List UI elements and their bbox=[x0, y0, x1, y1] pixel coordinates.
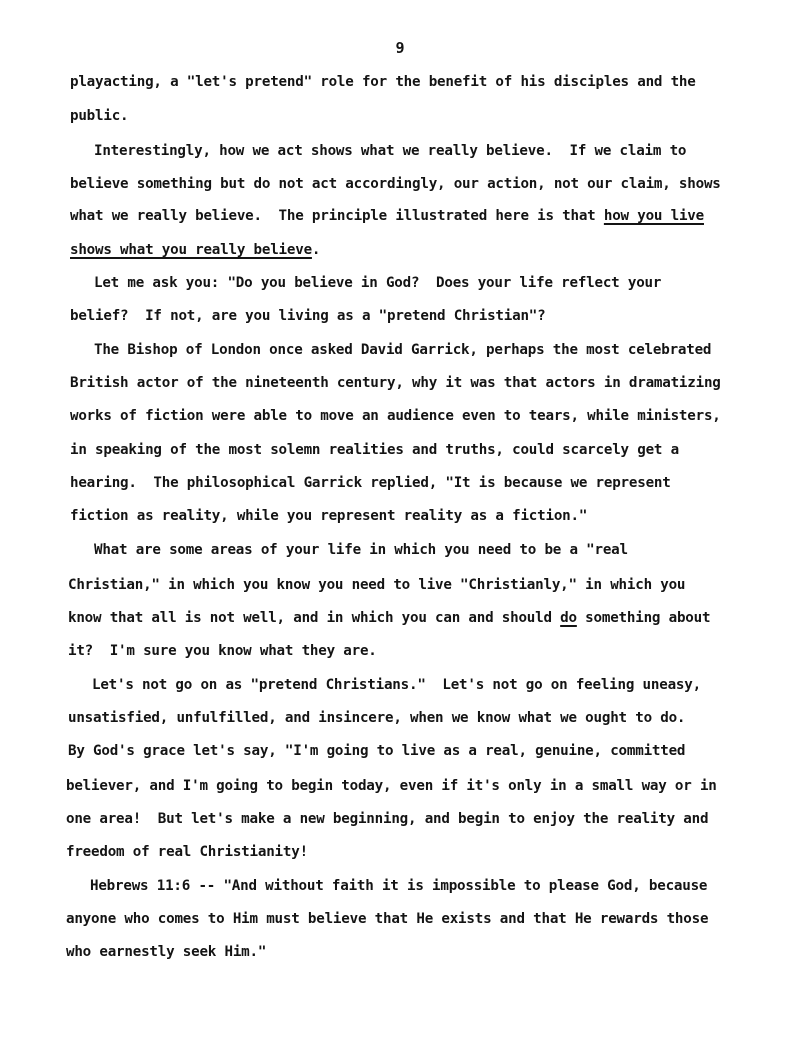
text-line: hearing. The philosophical Garrick replied, "It is because we represent bbox=[70, 475, 671, 491]
text-line: By God's grace let's say, "I'm going to live as a real, genuine, committed bbox=[68, 743, 686, 759]
text-line: belief? If not, are you living as a "pretend Christian"? bbox=[70, 308, 546, 324]
text-line: who earnestly seek Him." bbox=[66, 944, 267, 960]
text-line: one area! But let's make a new beginning, and begin to enjoy the reality and bbox=[66, 811, 709, 827]
text-line: believe something but do not act accordingly, our action, not our claim, shows bbox=[70, 176, 721, 192]
text-line: What are some areas of your life in which you need to be a "real bbox=[94, 542, 628, 558]
text-line: believer, and I'm going to begin today, even if it's only in a small way or in bbox=[66, 778, 717, 794]
underlined-word: do bbox=[560, 610, 577, 626]
text-line: Hebrews 11:6 -- "And without faith it is impossible to please God, because bbox=[90, 878, 708, 894]
text-line: Christian," in which you know you need to live "Christianly," in which you bbox=[68, 577, 686, 593]
text-line: freedom of real Christianity! bbox=[66, 844, 308, 860]
text-line: works of fiction were able to move an audience even to tears, while ministers, bbox=[70, 408, 721, 424]
text-line: Let's not go on as "pretend Christians." Let's not go on feeling uneasy, bbox=[92, 677, 701, 693]
text-line: unsatisfied, unfulfilled, and insincere, when we know what we ought to do. bbox=[68, 710, 686, 726]
text-line: what we really believe. The principle illustrated here is that how you live bbox=[70, 208, 704, 224]
text-line: in speaking of the most solemn realities and truths, could scarcely get a bbox=[70, 442, 679, 458]
text-line: know that all is not well, and in which you can and should do something about bbox=[68, 610, 711, 626]
text-line: playacting, a "let's pretend" role for the benefit of his disciples and the bbox=[70, 74, 696, 90]
text-line: The Bishop of London once asked David Garrick, perhaps the most celebrated bbox=[94, 342, 712, 358]
text-line: Interestingly, how we act shows what we really believe. If we claim to bbox=[94, 143, 687, 159]
text-line: fiction as reality, while you represent reality as a fiction." bbox=[70, 508, 588, 524]
text-line: anyone who comes to Him must believe that He exists and that He rewards those bbox=[66, 911, 709, 927]
text-line: Let me ask you: "Do you believe in God? Does your life reflect your bbox=[94, 275, 662, 291]
page-number: 9 bbox=[395, 39, 405, 57]
underlined-phrase: how you live bbox=[603, 208, 704, 224]
text-line: shows what you really believe. bbox=[70, 242, 321, 258]
text-line: public. bbox=[70, 108, 129, 124]
text-line: it? I'm sure you know what they are. bbox=[68, 643, 377, 659]
text-line: British actor of the nineteenth century, why it was that actors in dramatizing bbox=[70, 375, 721, 391]
underlined-phrase: shows what you really believe bbox=[70, 242, 312, 258]
